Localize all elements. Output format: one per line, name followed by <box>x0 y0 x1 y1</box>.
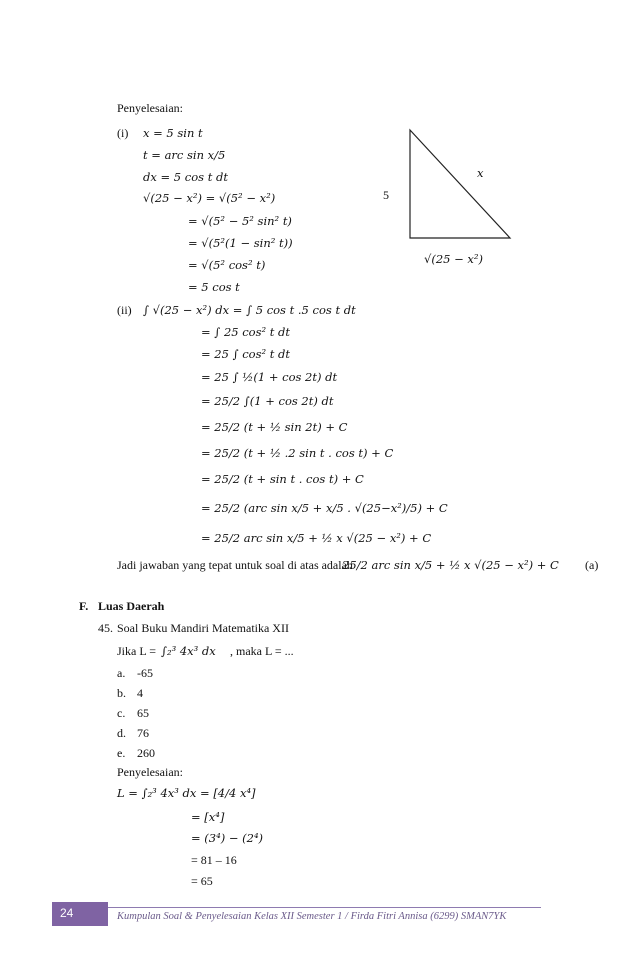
i-line-5: = √(5² − 5² sin² t) <box>188 214 292 228</box>
ii-line-7: = 25/2 (t + ½ .2 sin t . cos t) + C <box>201 446 394 460</box>
question-prefix: Jika L = <box>117 644 156 658</box>
section-letter: F. <box>79 599 89 613</box>
option-e-value: 260 <box>137 746 155 760</box>
solution-line-2: = [x⁴] <box>191 810 225 824</box>
option-d-label: d. <box>117 726 126 740</box>
solution-heading: Penyelesaian: <box>117 101 183 115</box>
option-b-label: b. <box>117 686 126 700</box>
question-suffix: , maka L = ... <box>230 644 294 658</box>
i-line-1: x = 5 sin t <box>143 126 203 140</box>
right-triangle-diagram <box>400 120 520 245</box>
option-d-value: 76 <box>137 726 149 740</box>
i-line-3: dx = 5 cos t dt <box>143 170 228 184</box>
section-title: Luas Daerah <box>98 599 165 613</box>
option-b-value: 4 <box>137 686 143 700</box>
i-line-6: = √(5²(1 − sin² t)) <box>188 236 293 250</box>
ii-line-8: = 25/2 (t + sin t . cos t) + C <box>201 472 364 486</box>
triangle-base-label: √(25 − x²) <box>424 252 483 266</box>
footer-page-number: 24 <box>60 906 74 920</box>
ii-line-5: = 25/2 ∫(1 + cos 2t) dt <box>201 394 334 408</box>
i-line-8: = 5 cos t <box>188 280 240 294</box>
step-i-label: (i) <box>117 126 129 140</box>
footer-text: Kumpulan Soal & Penyelesaian Kelas XII Semester 1 / Firda Fitri Annisa (6299) SMAN7YK <box>117 911 507 922</box>
option-c-value: 65 <box>137 706 149 720</box>
conclusion-text: Jadi jawaban yang tepat untuk soal di atas adalah <box>117 558 353 572</box>
ii-line-2: = ∫ 25 cos² t dt <box>201 325 291 339</box>
solution-line-5: = 65 <box>191 874 213 888</box>
ii-line-3: = 25 ∫ cos² t dt <box>201 347 291 361</box>
option-a-label: a. <box>117 666 126 680</box>
problem-solution-heading: Penyelesaian: <box>117 765 183 779</box>
conclusion-math: 25/2 arc sin x/5 + ½ x √(25 − x²) + C <box>342 558 559 572</box>
problem-source: Soal Buku Mandiri Matematika XII <box>117 621 289 635</box>
option-a-value: -65 <box>137 666 153 680</box>
ii-line-9: = 25/2 (arc sin x/5 + x/5 . √(25−x²)/5) + C <box>201 501 448 515</box>
conclusion-answer: (a) <box>585 558 599 572</box>
solution-line-4: = 81 – 16 <box>191 853 237 867</box>
solution-line-1: L = ∫₂³ 4x³ dx = [4/4 x⁴] <box>117 786 256 800</box>
problem-number: 45. <box>98 621 113 635</box>
ii-line-6: = 25/2 (t + ½ sin 2t) + C <box>201 420 348 434</box>
ii-line-1: ∫ √(25 − x²) dx = ∫ 5 cos t .5 cos t dt <box>143 303 356 317</box>
i-line-2: t = arc sin x/5 <box>143 148 226 162</box>
solution-line-3: = (3⁴) − (2⁴) <box>191 831 264 845</box>
footer-rule <box>108 907 541 908</box>
i-line-4: √(25 − x²) = √(5² − x²) <box>143 191 276 205</box>
ii-line-10: = 25/2 arc sin x/5 + ½ x √(25 − x²) + C <box>201 531 432 545</box>
question-integral: ∫₂³ 4x³ dx <box>161 644 216 658</box>
option-c-label: c. <box>117 706 126 720</box>
ii-line-4: = 25 ∫ ½(1 + cos 2t) dt <box>201 370 338 384</box>
i-line-7: = √(5² cos² t) <box>188 258 266 272</box>
triangle-side-label: 5 <box>383 188 389 202</box>
step-ii-label: (ii) <box>117 303 132 317</box>
option-e-label: e. <box>117 746 126 760</box>
triangle-hypotenuse-label: x <box>477 166 484 180</box>
